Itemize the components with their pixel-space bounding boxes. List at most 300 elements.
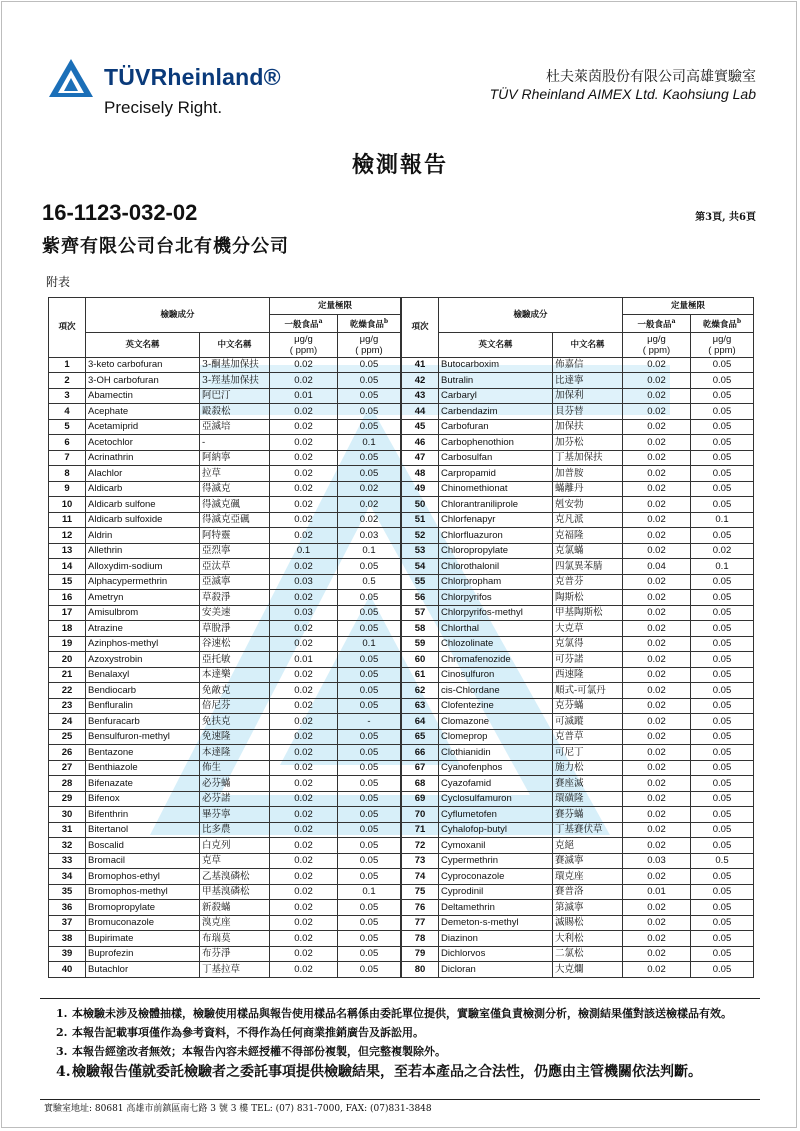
report-title: 檢測報告 xyxy=(351,152,448,178)
general-food-limit: 0.02 xyxy=(623,512,691,528)
dried-food-limit: 0.05 xyxy=(691,450,754,466)
analyte-header: 檢驗成分 xyxy=(439,298,623,333)
general-food-limit: 0.02 xyxy=(623,450,691,466)
item-no: 80 xyxy=(402,962,439,978)
general-food-limit: 0.01 xyxy=(270,652,338,668)
item-no: 35 xyxy=(49,884,86,900)
table-row xyxy=(402,729,754,745)
general-food-limit: 0.02 xyxy=(623,497,691,513)
general-food-limit: 0.02 xyxy=(270,729,338,745)
general-food-limit: 0.02 xyxy=(270,512,338,528)
english-name: Carbophenothion xyxy=(439,435,553,451)
report-number: 16-1123-032-02 xyxy=(42,200,198,225)
chinese-name: 畢芬寧 xyxy=(200,807,270,823)
general-food-limit: 0.02 xyxy=(270,946,338,962)
dried-food-limit: 0.05 xyxy=(691,590,754,606)
table-row xyxy=(49,962,401,978)
english-name: Benalaxyl xyxy=(86,667,200,683)
dried-food-limit: 0.05 xyxy=(691,621,754,637)
general-food-limit: 0.03 xyxy=(270,574,338,590)
table-row xyxy=(402,497,754,513)
english-name: Cyhalofop-butyl xyxy=(439,822,553,838)
general-food-limit: 0.1 xyxy=(270,543,338,559)
general-food-limit: 0.02 xyxy=(270,404,338,420)
item-no: 48 xyxy=(402,466,439,482)
table-row xyxy=(402,822,754,838)
item-no: 51 xyxy=(402,512,439,528)
chinese-name: 甲基溴磷松 xyxy=(200,884,270,900)
table-row xyxy=(402,357,754,373)
general-food-limit: 0.02 xyxy=(623,481,691,497)
english-name: Benfluralin xyxy=(86,698,200,714)
dried-food-limit: 0.02 xyxy=(691,543,754,559)
item-no: 63 xyxy=(402,698,439,714)
dried-unit-header: μg/g ( ppm) xyxy=(691,332,754,357)
chinese-name: 亞滅培 xyxy=(200,419,270,435)
dried-food-limit: 0.1 xyxy=(338,435,401,451)
general-food-limit: 0.02 xyxy=(623,404,691,420)
table-row xyxy=(49,900,401,916)
dried-food-limit: 0.05 xyxy=(338,667,401,683)
dried-food-limit: 0.05 xyxy=(691,481,754,497)
chinese-name: 免敵克 xyxy=(200,683,270,699)
dried-food-limit: 0.05 xyxy=(691,636,754,652)
english-name: Cinosulfuron xyxy=(439,667,553,683)
english-name: Bromuconazole xyxy=(86,915,200,931)
dried-food-limit: 0.05 xyxy=(338,373,401,389)
dried-food-limit: 0.05 xyxy=(338,388,401,404)
chinese-name: 貝芬替 xyxy=(553,404,623,420)
item-no: 46 xyxy=(402,435,439,451)
item-no: 34 xyxy=(49,869,86,885)
item-no: 37 xyxy=(49,915,86,931)
dried-food-limit: 0.05 xyxy=(338,745,401,761)
english-name: Cyflumetofen xyxy=(439,807,553,823)
results-table-right xyxy=(401,297,754,978)
english-name: Buprofezin xyxy=(86,946,200,962)
dried-food-limit: 0.05 xyxy=(338,419,401,435)
table-row xyxy=(49,559,401,575)
chinese-name: 大利松 xyxy=(553,931,623,947)
table-row xyxy=(49,853,401,869)
item-no: 18 xyxy=(49,621,86,637)
table-row xyxy=(49,714,401,730)
table-row xyxy=(402,543,754,559)
item-no: 25 xyxy=(49,729,86,745)
table-row xyxy=(402,388,754,404)
table-row xyxy=(402,435,754,451)
chinese-name-header: 中文名稱 xyxy=(200,332,270,357)
chinese-name: 得滅克亞碸 xyxy=(200,512,270,528)
table-row xyxy=(402,450,754,466)
chinese-name: 賽普洛 xyxy=(553,884,623,900)
table-row xyxy=(402,776,754,792)
english-name: Alachlor xyxy=(86,466,200,482)
english-name: Atrazine xyxy=(86,621,200,637)
item-no: 59 xyxy=(402,636,439,652)
chinese-name: 倍尼芬 xyxy=(200,698,270,714)
quant-limit-header: 定量極限 xyxy=(623,298,754,315)
english-name: Bitertanol xyxy=(86,822,200,838)
table-row xyxy=(49,419,401,435)
general-food-limit: 0.02 xyxy=(270,791,338,807)
table-row xyxy=(402,590,754,606)
general-food-limit: 0.02 xyxy=(270,822,338,838)
dried-food-limit: 0.05 xyxy=(691,729,754,745)
dried-food-limit: 0.05 xyxy=(691,388,754,404)
item-no: 8 xyxy=(49,466,86,482)
item-no: 14 xyxy=(49,559,86,575)
chinese-name: 亞滅寧 xyxy=(200,574,270,590)
english-name: Acephate xyxy=(86,404,200,420)
table-row xyxy=(49,605,401,621)
dried-food-limit: 0.05 xyxy=(338,466,401,482)
item-no: 17 xyxy=(49,605,86,621)
english-name: Clofentezine xyxy=(439,698,553,714)
table-row xyxy=(49,745,401,761)
general-food-limit: 0.02 xyxy=(623,357,691,373)
general-food-header: 一般食品$^a$ xyxy=(623,315,691,333)
general-food-limit: 0.02 xyxy=(623,652,691,668)
dried-food-limit: 0.05 xyxy=(691,745,754,761)
table-row xyxy=(49,760,401,776)
item-no: 54 xyxy=(402,559,439,575)
dried-food-limit: 0.05 xyxy=(691,791,754,807)
general-unit-header: μg/g ( ppm) xyxy=(623,332,691,357)
lab-address: 實驗室地址: 80681 高雄市前鎮區南七路 3 號 3 樓 TEL: (07) 831-7000, FAX: (07)831-3848 xyxy=(44,1104,432,1114)
general-food-limit: 0.02 xyxy=(623,807,691,823)
table-row xyxy=(49,481,401,497)
table-row xyxy=(49,838,401,854)
general-food-header: 一般食品$^a$ xyxy=(270,315,338,333)
english-name: Alphacypermethrin xyxy=(86,574,200,590)
chinese-name: 加普胺 xyxy=(553,466,623,482)
general-food-limit: 0.02 xyxy=(270,714,338,730)
general-food-limit: 0.02 xyxy=(270,915,338,931)
lab-name-english: TÜV Rheinland AIMEX Ltd. Kaohsiung Lab xyxy=(489,86,756,102)
table-row xyxy=(49,621,401,637)
english-name: Chinomethionat xyxy=(439,481,553,497)
table-row xyxy=(402,931,754,947)
chinese-name: 丁基加保扶 xyxy=(553,450,623,466)
dried-food-limit: 0.05 xyxy=(338,729,401,745)
dried-food-limit: 0.05 xyxy=(691,698,754,714)
item-no: 41 xyxy=(402,357,439,373)
chinese-name: 賽芬蟎 xyxy=(553,807,623,823)
dried-food-limit: 0.05 xyxy=(691,915,754,931)
table-row xyxy=(402,946,754,962)
english-name: Bifenox xyxy=(86,791,200,807)
dried-food-limit: 0.05 xyxy=(338,915,401,931)
dried-food-limit: 0.05 xyxy=(338,621,401,637)
chinese-name: 草殺淨 xyxy=(200,590,270,606)
item-no: 79 xyxy=(402,946,439,962)
table-row xyxy=(402,481,754,497)
table-row xyxy=(49,729,401,745)
general-food-limit: 0.02 xyxy=(270,667,338,683)
english-name: Carbofuran xyxy=(439,419,553,435)
item-no: 27 xyxy=(49,760,86,776)
chinese-name: 蟎離丹 xyxy=(553,481,623,497)
item-no: 21 xyxy=(49,667,86,683)
appendix-label: 附表 xyxy=(46,275,71,289)
chinese-name: 草脫淨 xyxy=(200,621,270,637)
item-no: 16 xyxy=(49,590,86,606)
english-name: Bifenazate xyxy=(86,776,200,792)
general-food-limit: 0.02 xyxy=(623,946,691,962)
chinese-name: 克凡派 xyxy=(553,512,623,528)
note-item: 3. 本報告經塗改者無效；本報告內容未經授權不得部份複製，但完整複製除外。 xyxy=(56,1045,446,1058)
item-no: 19 xyxy=(49,636,86,652)
table-row xyxy=(49,698,401,714)
item-no-header: 項次 xyxy=(402,298,439,358)
item-no: 42 xyxy=(402,373,439,389)
general-food-limit: 0.02 xyxy=(623,605,691,621)
english-name: Bendiocarb xyxy=(86,683,200,699)
chinese-name: 得滅克碸 xyxy=(200,497,270,513)
dried-food-limit: 0.05 xyxy=(338,869,401,885)
item-no: 11 xyxy=(49,512,86,528)
item-no: 50 xyxy=(402,497,439,513)
dried-food-limit: 0.05 xyxy=(338,931,401,947)
english-name: Alloxydim-sodium xyxy=(86,559,200,575)
table-row xyxy=(402,853,754,869)
item-no: 23 xyxy=(49,698,86,714)
chinese-name: 克絕 xyxy=(553,838,623,854)
chinese-name: 本達隆 xyxy=(200,745,270,761)
table-row xyxy=(49,466,401,482)
english-name: Cyclosulfamuron xyxy=(439,791,553,807)
dried-food-limit: 0.05 xyxy=(338,590,401,606)
general-food-limit: 0.02 xyxy=(623,822,691,838)
general-food-limit: 0.02 xyxy=(623,900,691,916)
table-row xyxy=(402,900,754,916)
dried-food-limit: 0.05 xyxy=(338,776,401,792)
english-name: Cypermethrin xyxy=(439,853,553,869)
note-item-emphasis: 4. 檢驗報告僅就委託檢驗者之委託事項提供檢驗結果，至若本產品之合法性，仍應由主管機關依法判斷。 xyxy=(56,1064,702,1080)
chinese-name: 克氯蟎 xyxy=(553,543,623,559)
english-name: Allethrin xyxy=(86,543,200,559)
chinese-name: 陶斯松 xyxy=(553,590,623,606)
item-no: 53 xyxy=(402,543,439,559)
english-name: Chlorthal xyxy=(439,621,553,637)
chinese-name: 亞托敏 xyxy=(200,652,270,668)
dried-food-limit: 0.05 xyxy=(691,946,754,962)
item-no: 28 xyxy=(49,776,86,792)
chinese-name: 賽滅寧 xyxy=(553,853,623,869)
dried-food-limit: 0.1 xyxy=(691,512,754,528)
english-name: Bensulfuron-methyl xyxy=(86,729,200,745)
table-row xyxy=(402,528,754,544)
english-name: Bromophos-ethyl xyxy=(86,869,200,885)
item-no: 68 xyxy=(402,776,439,792)
table-row xyxy=(49,543,401,559)
english-name: Butralin xyxy=(439,373,553,389)
table-row xyxy=(402,559,754,575)
english-name: Ametryn xyxy=(86,590,200,606)
english-name: Carbaryl xyxy=(439,388,553,404)
item-no: 4 xyxy=(49,404,86,420)
english-name-header: 英文名稱 xyxy=(86,332,200,357)
chinese-name: 丁基拉草 xyxy=(200,962,270,978)
item-no: 29 xyxy=(49,791,86,807)
table-row xyxy=(402,605,754,621)
chinese-name: 本達樂 xyxy=(200,667,270,683)
english-name: Carbendazim xyxy=(439,404,553,420)
dried-food-limit: 0.05 xyxy=(338,760,401,776)
chinese-name: 佈生 xyxy=(200,760,270,776)
dried-food-limit: 0.03 xyxy=(338,528,401,544)
chinese-name: 二氯松 xyxy=(553,946,623,962)
dried-food-limit: 0.05 xyxy=(338,683,401,699)
dried-food-limit: 0.05 xyxy=(691,822,754,838)
table-row xyxy=(402,652,754,668)
chinese-name: 大克草 xyxy=(553,621,623,637)
general-food-limit: 0.02 xyxy=(623,419,691,435)
table-row xyxy=(402,714,754,730)
chinese-name: 亞烈寧 xyxy=(200,543,270,559)
dried-food-limit: 0.1 xyxy=(338,543,401,559)
dried-food-header: 乾燥食品$^b$ xyxy=(691,315,754,333)
chinese-name: 克芬蟎 xyxy=(553,698,623,714)
chinese-name: 大克爛 xyxy=(553,962,623,978)
chinese-name: 克福隆 xyxy=(553,528,623,544)
item-no: 69 xyxy=(402,791,439,807)
chinese-name: 順式-可氯丹 xyxy=(553,683,623,699)
table-row xyxy=(49,636,401,652)
english-name: Dicloran xyxy=(439,962,553,978)
item-no: 32 xyxy=(49,838,86,854)
item-no: 3 xyxy=(49,388,86,404)
item-no: 20 xyxy=(49,652,86,668)
general-food-limit: 0.02 xyxy=(270,776,338,792)
chinese-name: 布瑞莫 xyxy=(200,931,270,947)
item-no: 22 xyxy=(49,683,86,699)
general-food-limit: 0.02 xyxy=(623,729,691,745)
item-no: 26 xyxy=(49,745,86,761)
general-food-limit: 0.02 xyxy=(623,528,691,544)
chinese-name: 克氯得 xyxy=(553,636,623,652)
chinese-name: 施力松 xyxy=(553,760,623,776)
chinese-name: 亞汰草 xyxy=(200,559,270,575)
chinese-name: 比多農 xyxy=(200,822,270,838)
dried-unit-header: μg/g ( ppm) xyxy=(338,332,401,357)
english-name: Boscalid xyxy=(86,838,200,854)
analyte-header: 檢驗成分 xyxy=(86,298,270,333)
english-name: 3-keto carbofuran xyxy=(86,357,200,373)
dried-food-limit: 0.5 xyxy=(338,574,401,590)
english-name: Cyanofenphos xyxy=(439,760,553,776)
dried-food-limit: 0.05 xyxy=(691,497,754,513)
dried-food-limit: 0.05 xyxy=(338,946,401,962)
general-food-limit: 0.02 xyxy=(270,869,338,885)
chinese-name: 克普芬 xyxy=(553,574,623,590)
dried-food-limit: 0.05 xyxy=(338,807,401,823)
chinese-name: 必芬蟎 xyxy=(200,776,270,792)
chinese-name: 新殺蟎 xyxy=(200,900,270,916)
general-food-limit: 0.02 xyxy=(623,621,691,637)
general-food-limit: 0.02 xyxy=(623,543,691,559)
dried-food-limit: 0.05 xyxy=(338,853,401,869)
table-row xyxy=(402,745,754,761)
english-name: Chlorfenapyr xyxy=(439,512,553,528)
item-no: 60 xyxy=(402,652,439,668)
general-food-limit: 0.03 xyxy=(270,605,338,621)
item-no: 71 xyxy=(402,822,439,838)
dried-food-limit: 0.05 xyxy=(691,776,754,792)
dried-food-limit: 0.05 xyxy=(691,373,754,389)
chinese-name: 加保扶 xyxy=(553,419,623,435)
table-row xyxy=(49,869,401,885)
general-food-limit: 0.02 xyxy=(623,698,691,714)
english-name: Chloropropylate xyxy=(439,543,553,559)
english-name: Diazinon xyxy=(439,931,553,947)
note-item: 2. 本報告記載事項僅作為參考資料，不得作為任何商業推銷廣告及訴訟用。 xyxy=(56,1026,424,1039)
english-name: Clothianidin xyxy=(439,745,553,761)
general-food-limit: 0.02 xyxy=(623,931,691,947)
general-food-limit: 0.04 xyxy=(623,559,691,575)
dried-food-limit: 0.05 xyxy=(338,652,401,668)
chinese-name: 克普草 xyxy=(553,729,623,745)
table-row xyxy=(49,574,401,590)
table-row xyxy=(402,404,754,420)
quant-limit-header: 定量極限 xyxy=(270,298,401,315)
item-no: 43 xyxy=(402,388,439,404)
table-row xyxy=(402,838,754,854)
general-food-limit: 0.02 xyxy=(623,636,691,652)
general-food-limit: 0.02 xyxy=(623,667,691,683)
general-food-limit: 0.02 xyxy=(270,745,338,761)
english-name: Cyazofamid xyxy=(439,776,553,792)
table-row xyxy=(49,497,401,513)
chinese-name: 毆殺松 xyxy=(200,404,270,420)
table-row xyxy=(402,698,754,714)
item-no: 47 xyxy=(402,450,439,466)
item-no: 44 xyxy=(402,404,439,420)
dried-food-limit: 0.05 xyxy=(338,822,401,838)
dried-food-limit: 0.1 xyxy=(338,884,401,900)
english-name: Azoxystrobin xyxy=(86,652,200,668)
english-name: Chlorpropham xyxy=(439,574,553,590)
item-no: 30 xyxy=(49,807,86,823)
general-food-limit: 0.02 xyxy=(270,559,338,575)
chinese-name: 可尼丁 xyxy=(553,745,623,761)
general-food-limit: 0.02 xyxy=(270,807,338,823)
chinese-name: 阿巴汀 xyxy=(200,388,270,404)
general-food-limit: 0.02 xyxy=(270,435,338,451)
english-name: cis-Chlordane xyxy=(439,683,553,699)
chinese-name: 安美速 xyxy=(200,605,270,621)
chinese-name: 克草 xyxy=(200,853,270,869)
dried-food-limit: 0.05 xyxy=(338,404,401,420)
dried-food-limit: 0.05 xyxy=(338,962,401,978)
dried-food-limit: 0.05 xyxy=(691,652,754,668)
general-food-limit: 0.01 xyxy=(270,388,338,404)
table-row xyxy=(402,466,754,482)
brand-tagline: Precisely Right. xyxy=(104,98,223,117)
item-no: 74 xyxy=(402,869,439,885)
table-row xyxy=(402,512,754,528)
table-row xyxy=(49,667,401,683)
general-food-limit: 0.02 xyxy=(623,915,691,931)
chinese-name-header: 中文名稱 xyxy=(553,332,623,357)
english-name: Cyprodinil xyxy=(439,884,553,900)
dried-food-limit: 0.05 xyxy=(691,760,754,776)
item-no: 38 xyxy=(49,931,86,947)
general-food-limit: 0.02 xyxy=(270,466,338,482)
item-no: 31 xyxy=(49,822,86,838)
dried-food-limit: 0.05 xyxy=(338,698,401,714)
